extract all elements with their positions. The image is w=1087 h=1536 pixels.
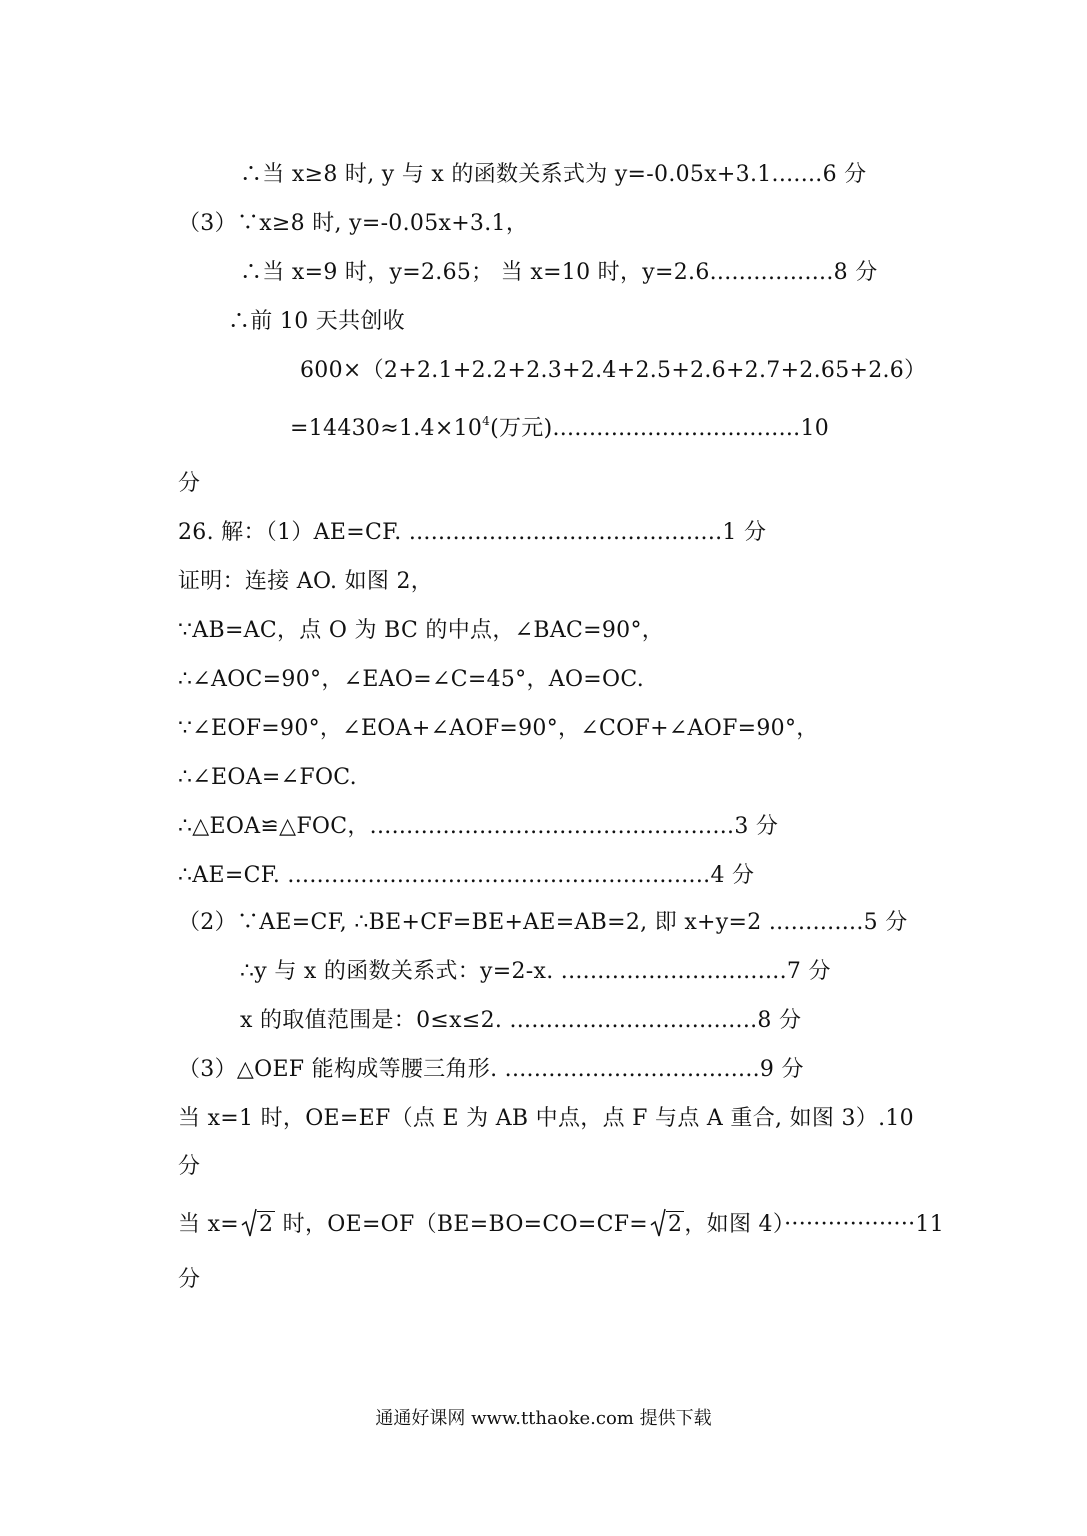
answer-line: 分 <box>178 1154 201 1179</box>
answer-line: 分 <box>178 1267 201 1292</box>
equation-text: ，如图 4）··················11 <box>684 1212 945 1237</box>
answer-line: x 的取值范围是：0≤x≤2. ..................................8 分 <box>240 1008 802 1033</box>
answer-line: 当 x=1 时，OE=EF（点 E 为 AB 中点，点 F 与点 A 重合, 如图 3）.10 <box>178 1106 914 1131</box>
page-footer: 通通好课网 www.tthaoke.com 提供下载 <box>375 1408 712 1429</box>
answer-line <box>178 1210 944 1240</box>
equation-text: 当 x= <box>178 1212 240 1237</box>
radicand: 2 <box>668 1212 683 1237</box>
answer-line: 分 <box>178 471 201 496</box>
exponent: 4 <box>482 414 491 428</box>
radicand: 2 <box>259 1212 274 1237</box>
answer-line <box>290 414 829 444</box>
answer-line: ∵AB=AC，点 O 为 BC 的中点，∠BAC=90°， <box>178 618 665 643</box>
answer-line: ∴当 x=9 时，y=2.65； 当 x=10 时，y=2.6.................8 分 <box>240 260 878 285</box>
answer-line: （2）∵AE=CF, ∴BE+CF=BE+AE=AB=2, 即 x+y=2 .............5 分 <box>178 910 908 935</box>
answer-line: ∴前 10 天共创收 <box>228 309 405 334</box>
equation-text: =14430≈1.4×10 <box>290 416 483 441</box>
answer-line: ∴AE=CF. ..........................................................4 分 <box>178 863 755 888</box>
answer-line: 600×（2+2.1+2.2+2.3+2.4+2.5+2.6+2.7+2.65+2.6） <box>300 358 927 383</box>
answer-line: 证明：连接 AO. 如图 2， <box>178 569 434 594</box>
radical-sign-icon <box>650 1206 666 1238</box>
square-root <box>241 1210 275 1240</box>
answer-line: ∵∠EOF=90°，∠EOA+∠AOF=90°，∠COF+∠AOF=90°， <box>178 716 819 741</box>
radical-sign-icon <box>241 1206 257 1238</box>
answer-line: ∴当 x≥8 时, y 与 x 的函数关系式为 y=-0.05x+3.1.......6 分 <box>240 162 867 187</box>
equation-text: 时，OE=OF（BE=BO=CO=CF= <box>275 1212 649 1237</box>
equation-unit-and-score: (万元)..................................10 <box>490 416 830 441</box>
answer-line: ∴△EOA≌△FOC，..................................................3 分 <box>178 814 779 839</box>
square-root <box>650 1210 684 1240</box>
answer-line: ∴∠AOC=90°，∠EAO=∠C=45°，AO=OC. <box>178 667 644 692</box>
answer-line: ∴y 与 x 的函数关系式：y=2-x. ...............................7 分 <box>240 959 831 984</box>
answer-line: （3）∵x≥8 时, y=-0.05x+3.1， <box>178 211 529 236</box>
answer-line: （3）△OEF 能构成等腰三角形. ...................................9 分 <box>178 1057 804 1082</box>
answer-line: 26. 解：（1）AE=CF. ...........................................1 分 <box>178 520 767 545</box>
answer-line: ∴∠EOA=∠FOC. <box>178 765 357 790</box>
